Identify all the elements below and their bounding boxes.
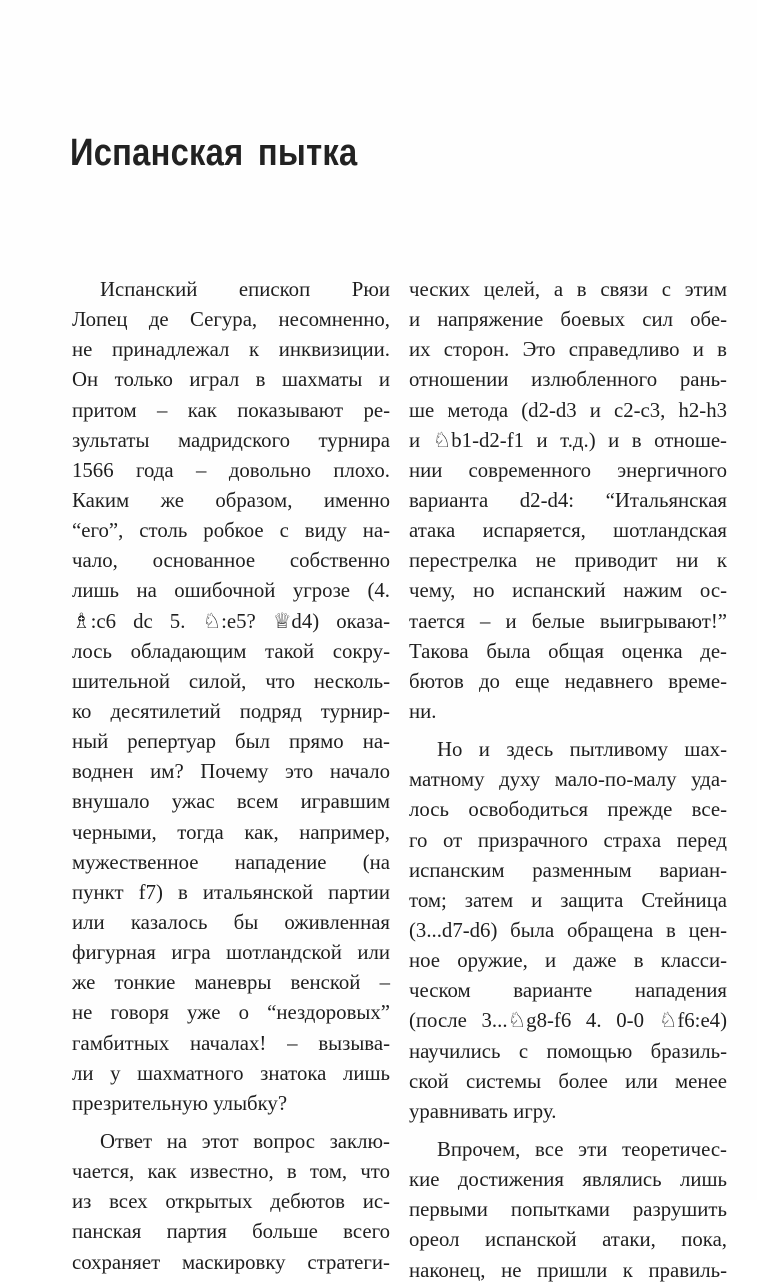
text-line: первыми попытками разрушить: [409, 1198, 727, 1222]
text-line: нии современного энергичного: [409, 458, 727, 482]
text-line: чается, как известно, в том, что: [72, 1160, 390, 1184]
text-line: отношении излюбленного рань-: [409, 368, 727, 392]
text-line: ный репертуар был прямо на-: [72, 730, 390, 754]
text-line: панская партия больше всего: [72, 1220, 390, 1244]
text-line: Ответ на этот вопрос заклю-: [100, 1129, 390, 1153]
text-line: варианта d2-d4: “Итальянская: [409, 488, 727, 512]
text-line: ни.: [409, 699, 437, 723]
text-line: том; затем и защита Стейница: [409, 888, 727, 912]
text-line: зультаты мадридского турнира: [72, 428, 390, 452]
text-column-right: [409, 275, 727, 1286]
text-line: лось обладающим такой сокру-: [72, 639, 390, 663]
text-line: не говоря уже о “нездоровых”: [72, 1001, 390, 1025]
text-line: тается – и белые выигрывают!”: [409, 609, 727, 633]
text-line: атака испаряется, шотландская: [409, 519, 727, 543]
text-line: Лопец де Сегура, несомненно,: [72, 308, 390, 332]
text-line: шительной силой, что несколь-: [72, 669, 390, 693]
text-line: го от призрачного страха перед: [409, 828, 727, 852]
text-line: ное оружие, и даже в класси-: [409, 949, 727, 973]
chapter-title: Испанская пытка: [70, 132, 358, 174]
text-line: бютов до еще недавнего време-: [409, 669, 727, 693]
text-line: ♗:c6 dc 5. ♘:e5? ♕d4) оказа-: [72, 609, 390, 633]
text-line: матному духу мало-по-малу уда-: [409, 768, 727, 792]
text-line: наконец, не пришли к правиль-: [409, 1258, 727, 1282]
text-line: гамбитных началах! – вызыва-: [72, 1031, 390, 1055]
text-line: ской системы более или менее: [409, 1069, 727, 1093]
text-line: Он только играл в шахматы и: [72, 368, 390, 392]
text-line: Испанский епископ Рюи: [100, 278, 390, 301]
text-line: лишь на ошибочной угрозе (4.: [72, 579, 390, 603]
text-line: лось освободиться прежде все-: [409, 798, 727, 822]
text-line: “его”, столь робкое с виду на-: [72, 519, 390, 543]
text-line: Такова была общая оценка де-: [409, 639, 727, 663]
text-line: фигурная игра шотландской или: [72, 941, 390, 965]
text-line: ше метода (d2-d3 и c2-c3, h2-h3: [409, 398, 727, 422]
text-line: сохраняет маскировку стратеги-: [72, 1250, 390, 1274]
text-line: ческом варианте нападения: [409, 979, 727, 1003]
text-line: Каким же образом, именно: [72, 488, 390, 512]
text-line: перестрелка не приводит ни к: [409, 549, 727, 573]
text-line: не принадлежал к инквизиции.: [72, 338, 390, 362]
text-line: их сторон. Это справедливо и в: [409, 338, 727, 362]
text-line: научились с помощью бразиль-: [409, 1039, 727, 1063]
text-line: ко десятилетий подряд турнир-: [72, 699, 390, 723]
text-line: чало, основанное собственно: [72, 549, 390, 573]
text-line: пункт f7) в итальянской партии: [72, 880, 390, 904]
text-line: ческих целей, а в связи с этим: [409, 278, 727, 301]
text-line: притом – как показывают ре-: [72, 398, 390, 422]
text-line: и ♘b1-d2-f1 и т.д.) и в отноше-: [409, 428, 727, 452]
text-line: ореол испанской атаки, пока,: [409, 1228, 727, 1252]
text-line: и напряжение боевых сил обе-: [409, 308, 727, 332]
text-column-left: [72, 275, 390, 1278]
text-line: внушало ужас всем игравшим: [72, 790, 390, 814]
text-line: презрительную улыбку?: [72, 1091, 288, 1115]
text-line: (3...d7-d6) была обращена в цен-: [409, 918, 727, 942]
text-line: ли у шахматного знатока лишь: [72, 1061, 390, 1085]
text-line: же тонкие маневры венской –: [72, 971, 390, 995]
text-line: кие достижения являлись лишь: [409, 1168, 727, 1192]
text-line: 1566 года – довольно плохо.: [72, 458, 390, 482]
text-line: воднен им? Почему это начало: [72, 760, 390, 784]
text-line: испанским разменным вариан-: [409, 858, 727, 882]
text-line: или казалось бы оживленная: [72, 910, 390, 934]
text-line: уравнивать игру.: [409, 1099, 557, 1123]
text-line: мужественное нападение (на: [72, 850, 390, 874]
text-line: чему, но испанский нажим ос-: [409, 579, 727, 603]
text-line: черными, тогда как, например,: [72, 820, 390, 844]
text-line: Впрочем, все эти теоретичес-: [437, 1137, 727, 1161]
text-line: (после 3...♘g8-f6 4. 0-0 ♘f6:e4): [409, 1009, 727, 1033]
text-line: Но и здесь пытливому шах-: [437, 738, 727, 762]
text-line: из всех открытых дебютов ис-: [72, 1190, 390, 1214]
